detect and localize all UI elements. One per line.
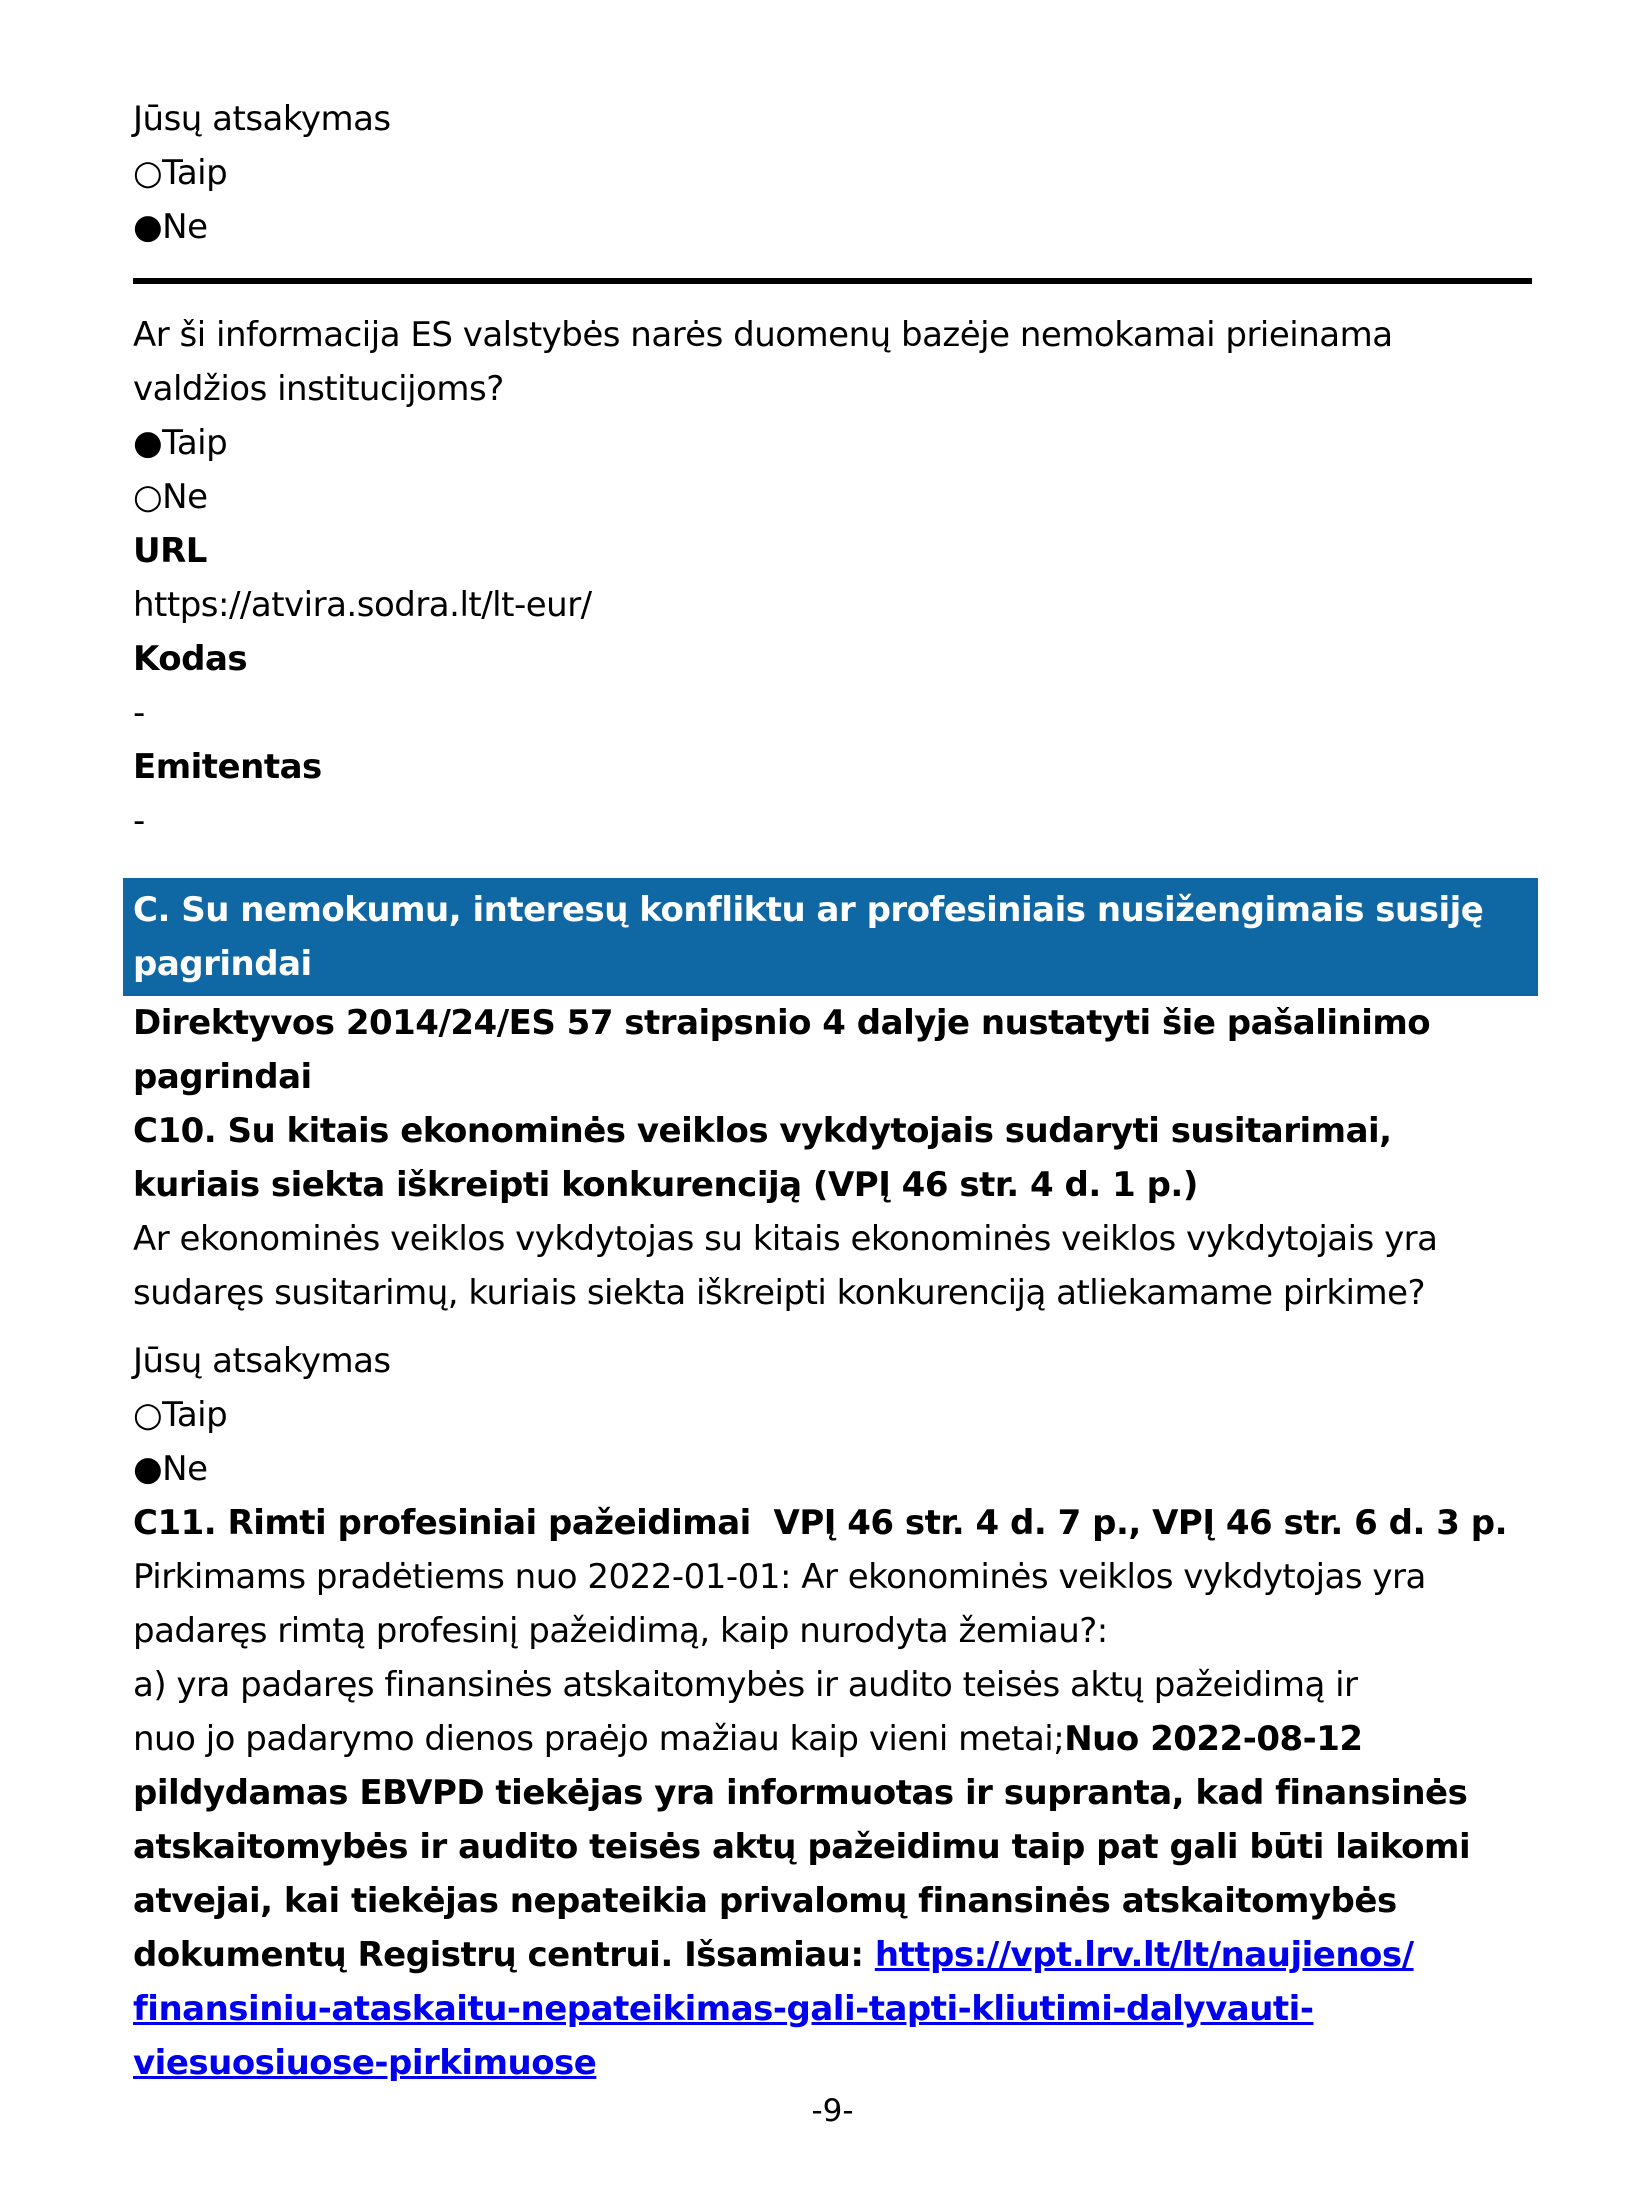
your-answer-label-2 — [133, 1334, 1532, 1388]
text-segment: atskaitomybės ir audito teisės aktų pažeidimu taip pat gali būti laikomi — [133, 1827, 1471, 1867]
radio-unselected-icon: ○ — [133, 153, 163, 193]
text-segment: Nuo 2022-08-12 — [1064, 1719, 1363, 1759]
radio-label: Ne — [162, 477, 208, 517]
text-line — [133, 1820, 1532, 1874]
radio-unselected-icon: ○ — [133, 1395, 163, 1435]
text-line — [133, 686, 1532, 740]
section-header-c — [123, 878, 1538, 996]
text-segment: pagrindai — [133, 944, 312, 984]
text-segment: Ar ši informacija ES valstybės narės duomenų bazėje nemokamai prieinama — [133, 315, 1393, 355]
emitentas-label — [133, 740, 1532, 794]
text-segment: - — [133, 693, 145, 733]
url-value — [133, 578, 1532, 632]
radio-taip-3[interactable] — [133, 1388, 1532, 1442]
text-segment: sudaręs susitarimų, kuriais siekta iškreipti konkurenciją atliekamame pirkime? — [133, 1273, 1426, 1313]
text-segment: Kodas — [133, 639, 248, 679]
text-line — [133, 1550, 1532, 1604]
kodas-label — [133, 632, 1532, 686]
text-line — [133, 2036, 1532, 2090]
radio-label: Ne — [162, 207, 208, 247]
text-line — [133, 1212, 1532, 1266]
text-segment: https://atvira.sodra.lt/lt-eur/ — [133, 585, 592, 625]
radio-selected-icon: ● — [133, 1449, 163, 1489]
text-line — [133, 92, 1532, 146]
radio-taip-1[interactable] — [133, 146, 1532, 200]
kodas-value — [133, 686, 1532, 740]
text-segment: a) yra padaręs finansinės atskaitomybės ir audito teisės aktų pažeidimą ir — [133, 1665, 1358, 1705]
text-line — [133, 1334, 1532, 1388]
text-segment: Pirkimams pradėtiems nuo 2022-01-01: Ar ekonominės veiklos vykdytojas yra — [133, 1557, 1426, 1597]
radio-label: Taip — [162, 423, 228, 463]
text-segment: dokumentų Registrų centrui. Išsamiau: — [133, 1935, 875, 1975]
section-divider — [133, 278, 1532, 284]
text-segment: pagrindai — [133, 1057, 312, 1097]
text-line — [133, 1266, 1532, 1320]
text-line — [133, 1766, 1532, 1820]
radio-selected-icon: ● — [133, 423, 163, 463]
vpt-news-link[interactable]: viesuosiuose-pirkimuose — [133, 2043, 597, 2083]
text-line — [133, 1712, 1532, 1766]
text-line — [133, 524, 1532, 578]
text-line — [133, 308, 1532, 362]
text-line — [133, 794, 1532, 848]
text-segment: - — [133, 801, 145, 841]
radio-ne-2[interactable] — [133, 470, 1532, 524]
text-line — [133, 1104, 1532, 1158]
radio-ne-1[interactable] — [133, 200, 1532, 254]
radio-label: Taip — [162, 1395, 228, 1435]
c11-text — [133, 1550, 1532, 2090]
text-segment: URL — [133, 531, 207, 571]
url-label — [133, 524, 1532, 578]
radio-unselected-icon: ○ — [133, 477, 163, 517]
radio-ne-3[interactable] — [133, 1442, 1532, 1496]
text-segment: Jūsų atsakymas — [133, 99, 391, 139]
question-db-access — [133, 308, 1532, 416]
c11-heading — [133, 1496, 1532, 1550]
text-line — [133, 1874, 1532, 1928]
text-segment: atvejai, kai tiekėjas nepateikia privalomų finansinės atskaitomybės — [133, 1881, 1397, 1921]
text-segment: Ar ekonominės veiklos vykdytojas su kitais ekonominės veiklos vykdytojais yra — [133, 1219, 1438, 1259]
radio-selected-icon: ● — [133, 207, 163, 247]
page-number: -9- — [811, 2093, 854, 2129]
text-segment: Direktyvos 2014/24/ES 57 straipsnio 4 dalyje nustatyti šie pašalinimo — [133, 1003, 1431, 1043]
text-line — [133, 1982, 1532, 2036]
text-line — [133, 578, 1532, 632]
text-segment: Jūsų atsakymas — [133, 1341, 391, 1381]
text-line — [133, 996, 1532, 1050]
your-answer-label-1 — [133, 92, 1532, 146]
text-line — [133, 632, 1532, 686]
radio-taip-2[interactable] — [133, 416, 1532, 470]
text-line — [133, 1658, 1532, 1712]
emitentas-value — [133, 794, 1532, 848]
text-line — [133, 1158, 1532, 1212]
text-line — [133, 883, 1528, 937]
text-line — [133, 740, 1532, 794]
text-segment: C. Su nemokumu, interesų konfliktu ar profesiniais nusižengimais susiję — [133, 890, 1484, 930]
text-segment: C10. Su kitais ekonominės veiklos vykdytojais sudaryti susitarimai, — [133, 1111, 1392, 1151]
directive-heading — [133, 996, 1532, 1104]
text-segment: valdžios institucijoms? — [133, 369, 504, 409]
text-segment: kuriais siekta iškreipti konkurenciją (VPĮ 46 str. 4 d. 1 p.) — [133, 1165, 1198, 1205]
c10-heading — [133, 1104, 1532, 1212]
text-line — [133, 1496, 1532, 1550]
text-segment: pildydamas EBVPD tiekėjas yra informuotas ir supranta, kad finansinės — [133, 1773, 1468, 1813]
text-segment: C11. Rimti profesiniai pažeidimai VPĮ 46 str. 4 d. 7 p., VPĮ 46 str. 6 d. 3 p. — [133, 1503, 1507, 1543]
text-segment: padaręs rimtą profesinį pažeidimą, kaip nurodyta žemiau?: — [133, 1611, 1108, 1651]
radio-label: Ne — [162, 1449, 208, 1489]
text-line — [133, 937, 1528, 991]
vpt-news-link[interactable]: finansiniu-ataskaitu-nepateikimas-gali-tapti-kliutimi-dalyvauti- — [133, 1989, 1314, 2029]
text-segment: Emitentas — [133, 747, 322, 787]
text-segment: nuo jo padarymo dienos praėjo mažiau kaip vieni metai; — [133, 1719, 1065, 1759]
text-line — [133, 1928, 1532, 1982]
text-line — [133, 1050, 1532, 1104]
text-line — [133, 362, 1532, 416]
vpt-news-link[interactable]: https://vpt.lrv.lt/lt/naujienos/ — [874, 1935, 1414, 1975]
text-line — [133, 1604, 1532, 1658]
c10-question — [133, 1212, 1532, 1320]
radio-label: Taip — [162, 153, 228, 193]
